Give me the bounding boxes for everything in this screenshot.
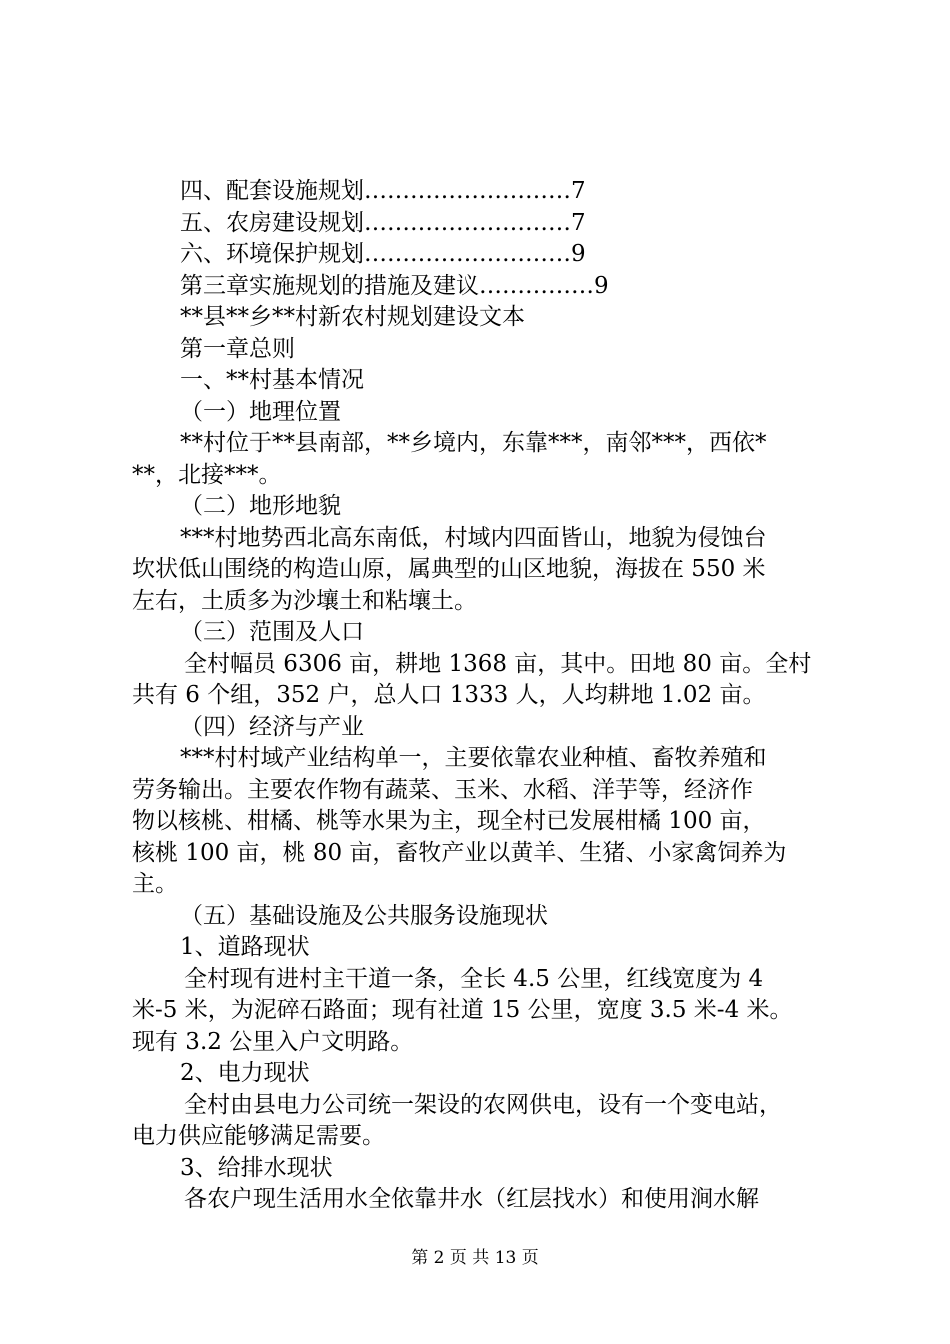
- document-title: **县**乡**村新农村规划建设文本: [180, 304, 525, 330]
- paragraph-line: 劳务输出。主要农作物有蔬菜、玉米、水稻、洋芋等，经济作: [132, 776, 753, 803]
- paragraph-line: 电力供应能够满足需要。: [132, 1123, 385, 1149]
- page-number-footer: 第 2 页 共 13 页: [411, 1248, 539, 1268]
- subsection-heading: （三）范围及人口: [180, 619, 364, 645]
- paragraph-line: 坎状低山围绕的构造山原，属典型的山区地貌，海拔在 550 米: [132, 556, 766, 582]
- subsection-heading: （四）经济与产业: [180, 713, 364, 740]
- subsection-heading: （二）地形地貌: [180, 493, 341, 519]
- paragraph-line: **村位于**县南部，**乡境内，东靠***，南邻***，西依*: [180, 430, 767, 456]
- section-heading: 一、**村基本情况: [180, 367, 364, 393]
- toc-entry[interactable]: 第三章实施规划的措施及建议……………9: [180, 272, 609, 299]
- chapter-heading: 第一章总则: [180, 335, 295, 362]
- toc-entry[interactable]: 五、农房建设规划………………………7: [180, 209, 586, 236]
- paragraph-line: 核桃 100 亩，桃 80 亩，畜牧产业以黄羊、生猪、小家禽饲养为: [132, 839, 787, 866]
- paragraph-line: 主。: [132, 871, 178, 897]
- paragraph-line: 全村由县电力公司统一架设的农网供电，设有一个变电站，: [184, 1091, 782, 1118]
- item-heading-road: 1、道路现状: [180, 934, 310, 960]
- subsection-heading: （五）基础设施及公共服务设施现状: [180, 902, 548, 929]
- toc-entry[interactable]: 四、配套设施规划………………………7: [180, 178, 586, 204]
- paragraph-line: 物以核桃、柑橘、桃等水果为主，现全村已发展柑橘 100 亩，: [132, 808, 766, 834]
- document-body: [132, 176, 834, 1216]
- paragraph-line: 全村现有进村主干道一条，全长 4.5 公里，红线宽度为 4: [184, 965, 764, 992]
- paragraph-line: 左右，土质多为沙壤土和粘壤土。: [132, 587, 477, 614]
- paragraph-line: 米-5 米，为泥碎石路面；现有社道 15 公里，宽度 3.5 米-4 米。: [132, 997, 793, 1023]
- paragraph-line: ***村地势西北高东南低，村域内四面皆山，地貌为侵蚀台: [180, 524, 767, 551]
- paragraph-line: 各农户现生活用水全依靠井水（红层找水）和使用涧水解: [184, 1186, 759, 1212]
- paragraph-line: **，北接***。: [132, 461, 282, 488]
- paragraph-line: ***村村域产业结构单一，主要依靠农业种植、畜牧养殖和: [180, 745, 767, 771]
- paragraph-line: 现有 3.2 公里入户文明路。: [132, 1028, 414, 1055]
- subsection-heading: （一）地理位置: [180, 398, 341, 425]
- table-of-contents: [132, 176, 834, 302]
- item-heading-water: 3、给排水现状: [180, 1154, 333, 1181]
- toc-entry[interactable]: 六、环境保护规划………………………9: [180, 241, 586, 267]
- item-heading-power: 2、电力现状: [180, 1060, 310, 1086]
- paragraph-line: 全村幅员 6306 亩，耕地 1368 亩，其中。田地 80 亩。全村: [184, 650, 812, 677]
- paragraph-line: 共有 6 个组，352 户，总人口 1333 人，人均耕地 1.02 亩。: [132, 682, 766, 708]
